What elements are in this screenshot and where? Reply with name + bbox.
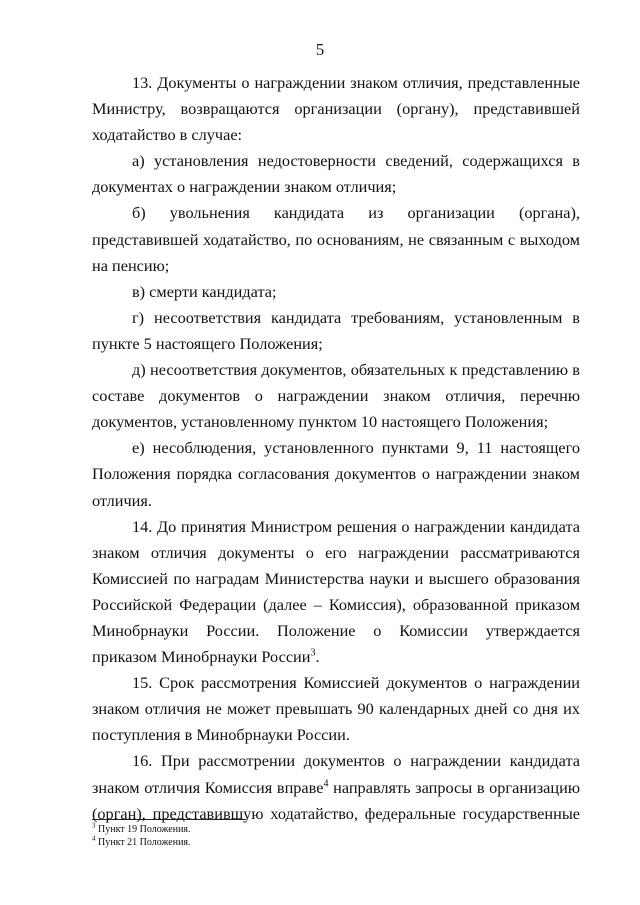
paragraph-13-v: в) смерти кандидата; xyxy=(132,281,277,301)
footnote-4 xyxy=(92,836,191,849)
paragraph-16 xyxy=(92,748,580,826)
footnote-separator xyxy=(92,819,246,820)
footnote-4-text: Пункт 21 Положения. xyxy=(95,837,191,848)
footnote-3-text: Пункт 19 Положения. xyxy=(95,824,191,835)
paragraph-13-b: б) увольнения кандидата из организации (органа), представившей ходатайство, по основаниям, не связанным с выходом на пенсию; xyxy=(92,203,580,275)
footnote-4-mark: 4 xyxy=(92,834,96,843)
paragraph-13-a: а) установления недостоверности сведений, содержащихся в документах о награждении знаком отличия; xyxy=(92,151,580,197)
paragraph-14-text: 14. До принятия Министром решения о награждении кандидата знаком отличия документы о его награждении рассматриваются Комиссией по наградам Министерства науки и высшего образования Российской Федерации (далее – Комиссия), образованной приказом Минобрнауки России. Положение о Комиссии утверждается приказом Минобрнауки России xyxy=(92,516,580,667)
paragraph-16-text-b: направлять запросы в организацию (орган), представившую ходатайство, федеральные государственные xyxy=(92,777,580,823)
paragraph-14-end: . xyxy=(315,647,320,667)
paragraph-16-text-a: 16. При рассмотрении документов о награждении кандидата знаком отличия Комиссия вправе xyxy=(92,751,580,797)
paragraph-13-d: д) несоответствия документов, обязательных к представлению в составе документов о награждении знаком отличия, перечню документов, установленному пунктом 10 настоящего Положения; xyxy=(92,360,580,432)
paragraph-15: 15. Срок рассмотрения Комиссией документов о награждении знаком отличия не может превышать 90 календарных дней со дня их поступления в Минобрнауки России. xyxy=(92,673,580,745)
footnotes xyxy=(92,823,191,849)
footnote-ref-4: 4 xyxy=(323,778,329,790)
footnote-3-mark: 3 xyxy=(92,821,96,830)
paragraph-13-e: е) несоблюдения, установленного пунктами 9, 11 настоящего Положения порядка согласования документов о награждении знаком отличия. xyxy=(92,438,580,510)
page-number: 5 xyxy=(315,40,325,59)
paragraph-14 xyxy=(92,514,580,671)
document-body xyxy=(92,70,580,827)
footnote-3 xyxy=(92,823,191,836)
paragraph-13: 13. Документы о награждении знаком отличия, представленные Министру, возвращаются организации (органу), представившей ходатайство в случае: xyxy=(92,73,580,145)
footnote-ref-3: 3 xyxy=(310,647,316,659)
paragraph-13-g: г) несоответствия кандидата требованиям, установленным в пункте 5 настоящего Положения; xyxy=(92,307,580,353)
